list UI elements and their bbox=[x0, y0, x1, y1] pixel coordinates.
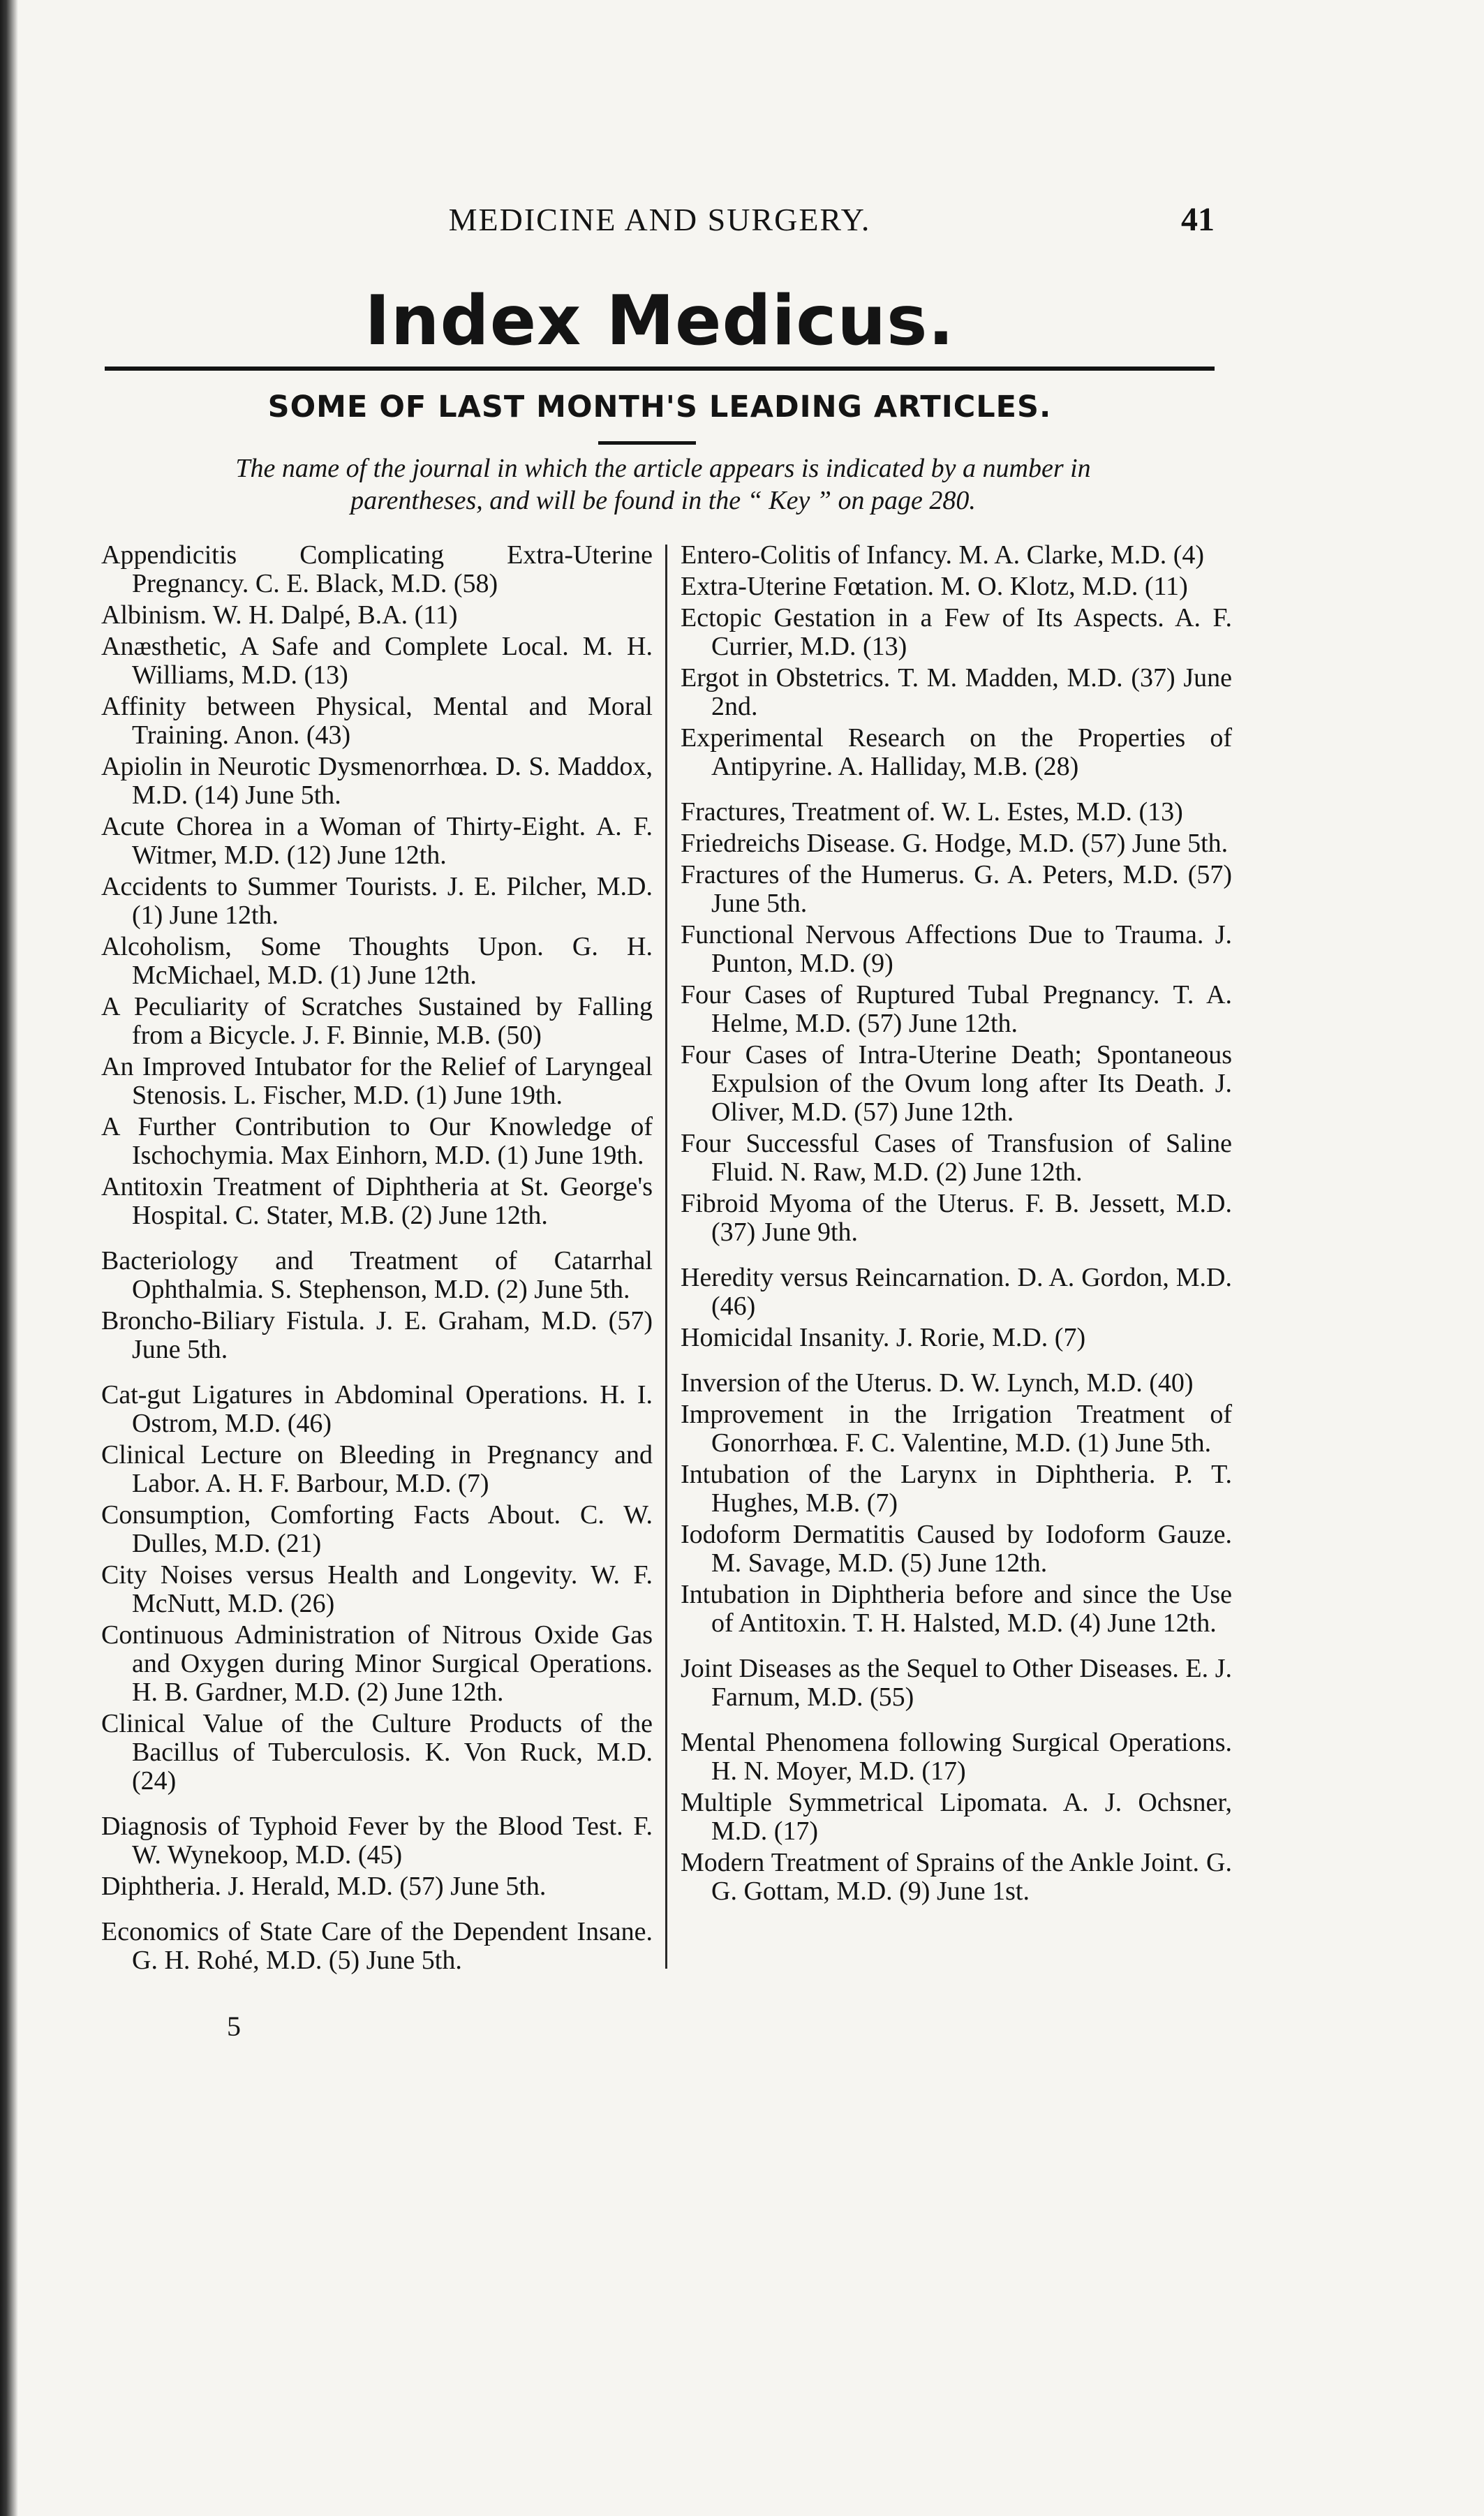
page-number: 41 bbox=[1181, 201, 1215, 238]
left-column bbox=[101, 541, 653, 1978]
index-entry: Fractures of the Humerus. G. A. Peters, M.D. (57) June 5th. bbox=[681, 860, 1232, 918]
index-entry: Affinity between Physical, Mental and Moral Training. Anon. (43) bbox=[101, 692, 653, 750]
index-entry: Clinical Value of the Culture Products of the Bacillus of Tuberculosis. K. Von Ruck, M.D. (24) bbox=[101, 1709, 653, 1796]
index-entry: Intubation in Diphtheria before and since the Use of Antitoxin. T. H. Halsted, M.D. (4) June 12th. bbox=[681, 1580, 1232, 1638]
index-entry: Friedreichs Disease. G. Hodge, M.D. (57) June 5th. bbox=[681, 829, 1229, 858]
index-entry: Diphtheria. J. Herald, M.D. (57) June 5th. bbox=[101, 1872, 547, 1901]
section-title: SOME OF LAST MONTH'S LEADING ARTICLES. bbox=[267, 390, 1052, 424]
index-entry: A Further Contribution to Our Knowledge of Ischochymia. Max Einhorn, M.D. (1) June 19th. bbox=[101, 1112, 653, 1170]
column-divider bbox=[665, 545, 667, 1969]
index-entry: Bacteriology and Treatment of Catarrhal Ophthalmia. S. Stephenson, M.D. (2) June 5th. bbox=[101, 1246, 653, 1304]
index-entry: Alcoholism, Some Thoughts Upon. G. H. McMichael, M.D. (1) June 12th. bbox=[101, 932, 653, 990]
index-entry: Diagnosis of Typhoid Fever by the Blood Test. F. W. Wynekoop, M.D. (45) bbox=[101, 1812, 653, 1870]
index-entry: Functional Nervous Affections Due to Trauma. J. Punton, M.D. (9) bbox=[681, 920, 1232, 978]
index-entry: Fractures, Treatment of. W. L. Estes, M.D. (13) bbox=[681, 797, 1183, 827]
index-entry: A Peculiarity of Scratches Sustained by Falling from a Bicycle. J. F. Binnie, M.B. (50) bbox=[101, 992, 653, 1050]
index-entry: Ectopic Gestation in a Few of Its Aspects. A. F. Currier, M.D. (13) bbox=[681, 603, 1232, 661]
right-column bbox=[681, 541, 1232, 1909]
masthead-title: Index Medicus. bbox=[364, 281, 955, 361]
running-title: MEDICINE AND SURGERY. bbox=[448, 202, 871, 237]
index-entry: Four Cases of Intra-Uterine Death; Spontaneous Expulsion of the Ovum long after Its Death. J. Oliver, M.D. (57) June 12th. bbox=[681, 1040, 1232, 1127]
index-entry: Experimental Research on the Properties of Antipyrine. A. Halliday, M.B. (28) bbox=[681, 723, 1232, 781]
index-entry: Entero-Colitis of Infancy. M. A. Clarke, M.D. (4) bbox=[681, 540, 1204, 570]
index-entry: Homicidal Insanity. J. Rorie, M.D. (7) bbox=[681, 1323, 1086, 1352]
index-entry: Mental Phenomena following Surgical Operations. H. N. Moyer, M.D. (17) bbox=[681, 1728, 1232, 1786]
index-entry: Anæsthetic, A Safe and Complete Local. M. H. Williams, M.D. (13) bbox=[101, 632, 653, 690]
index-entry: Extra-Uterine Fœtation. M. O. Klotz, M.D. (11) bbox=[681, 572, 1188, 601]
index-entry: Multiple Symmetrical Lipomata. A. J. Ochsner, M.D. (17) bbox=[681, 1788, 1232, 1846]
section-rule bbox=[598, 441, 696, 445]
index-entry: Apiolin in Neurotic Dysmenorrhœa. D. S. Maddox, M.D. (14) June 5th. bbox=[101, 752, 653, 810]
index-entry: Inversion of the Uterus. D. W. Lynch, M.D. (40) bbox=[681, 1368, 1194, 1398]
index-entry: Continuous Administration of Nitrous Oxide Gas and Oxygen during Minor Surgical Operations. H. B. Gardner, M.D. (2) June 12th. bbox=[101, 1620, 653, 1707]
index-entry: Albinism. W. H. Dalpé, B.A. (11) bbox=[101, 600, 458, 630]
index-entry: Accidents to Summer Tourists. J. E. Pilcher, M.D. (1) June 12th. bbox=[101, 872, 653, 930]
index-entry: Fibroid Myoma of the Uterus. F. B. Jessett, M.D. (37) June 9th. bbox=[681, 1189, 1232, 1247]
index-entry: Intubation of the Larynx in Diphtheria. P. T. Hughes, M.B. (7) bbox=[681, 1460, 1232, 1518]
masthead-rule bbox=[105, 367, 1215, 371]
index-entry: An Improved Intubator for the Relief of Laryngeal Stenosis. L. Fischer, M.D. (1) June 19th. bbox=[101, 1052, 653, 1110]
index-entry: Broncho-Biliary Fistula. J. E. Graham, M.D. (57) June 5th. bbox=[101, 1306, 653, 1364]
signature-mark: 5 bbox=[227, 2011, 241, 2042]
index-entry: Economics of State Care of the Dependent Insane. G. H. Rohé, M.D. (5) June 5th. bbox=[101, 1917, 653, 1975]
index-entry: Improvement in the Irrigation Treatment of Gonorrhœa. F. C. Valentine, M.D. (1) June 5th. bbox=[681, 1400, 1232, 1458]
index-entry: Modern Treatment of Sprains of the Ankle Joint. G. G. Gottam, M.D. (9) June 1st. bbox=[681, 1848, 1232, 1906]
page-edge-shadow bbox=[0, 0, 18, 2516]
index-entry: Acute Chorea in a Woman of Thirty-Eight. A. F. Witmer, M.D. (12) June 12th. bbox=[101, 812, 653, 870]
index-entry: Four Successful Cases of Transfusion of Saline Fluid. N. Raw, M.D. (2) June 12th. bbox=[681, 1129, 1232, 1187]
index-entry: Joint Diseases as the Sequel to Other Diseases. E. J. Farnum, M.D. (55) bbox=[681, 1654, 1232, 1712]
index-entry: Clinical Lecture on Bleeding in Pregnancy and Labor. A. H. F. Barbour, M.D. (7) bbox=[101, 1440, 653, 1498]
index-entry: Iodoform Dermatitis Caused by Iodoform Gauze. M. Savage, M.D. (5) June 12th. bbox=[681, 1520, 1232, 1578]
notice-line-2: parentheses, and will be found in the “ Key ” on page 280. bbox=[350, 486, 976, 515]
index-entry: City Noises versus Health and Longevity. W. F. McNutt, M.D. (26) bbox=[101, 1560, 653, 1618]
index-entry: Heredity versus Reincarnation. D. A. Gordon, M.D. (46) bbox=[681, 1263, 1232, 1321]
running-head bbox=[105, 199, 1215, 241]
index-entry: Appendicitis Complicating Extra-Uterine Pregnancy. C. E. Black, M.D. (58) bbox=[101, 540, 653, 598]
index-entry: Four Cases of Ruptured Tubal Pregnancy. T. A. Helme, M.D. (57) June 12th. bbox=[681, 980, 1232, 1038]
index-entry: Consumption, Comforting Facts About. C. W. Dulles, M.D. (21) bbox=[101, 1500, 653, 1558]
journal-key-notice bbox=[140, 452, 1187, 517]
index-entry: Cat-gut Ligatures in Abdominal Operations. H. I. Ostrom, M.D. (46) bbox=[101, 1380, 653, 1438]
index-entry: Antitoxin Treatment of Diphtheria at St. George's Hospital. C. Stater, M.B. (2) June 12th. bbox=[101, 1172, 653, 1230]
notice-line-1: The name of the journal in which the article appears is indicated by a number in bbox=[235, 454, 1091, 483]
index-entry: Ergot in Obstetrics. T. M. Madden, M.D. (37) June 2nd. bbox=[681, 663, 1232, 721]
